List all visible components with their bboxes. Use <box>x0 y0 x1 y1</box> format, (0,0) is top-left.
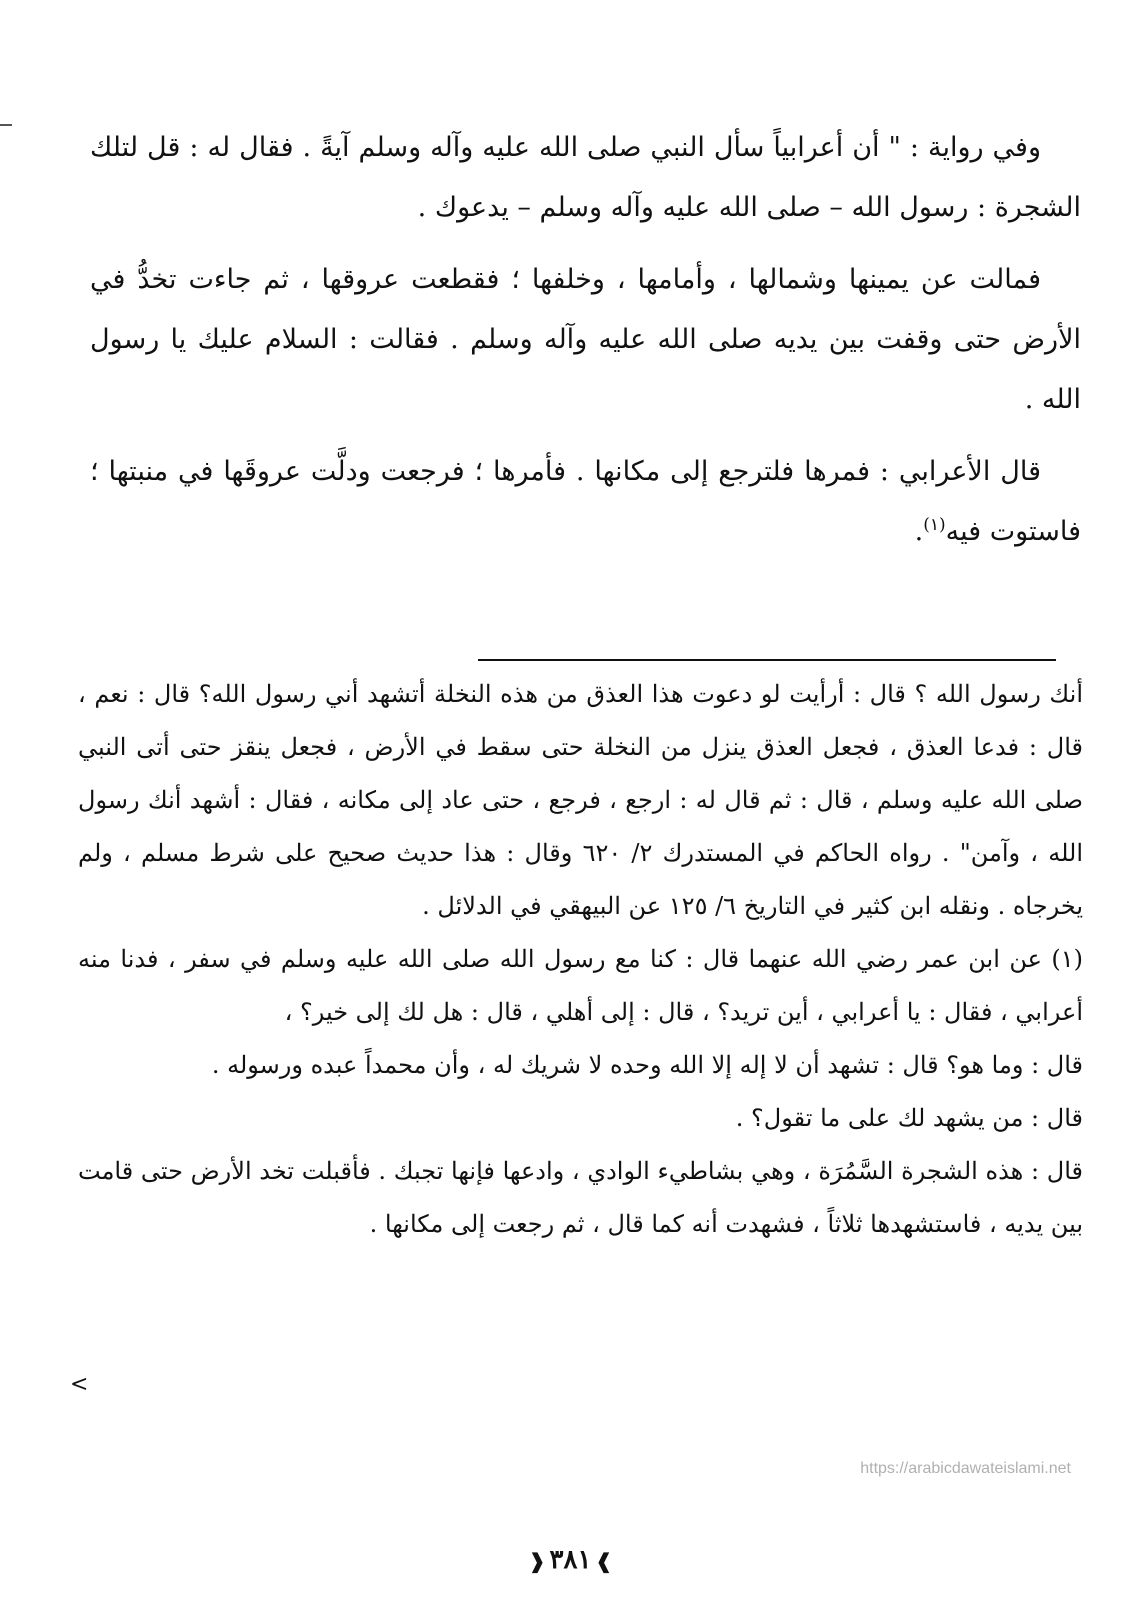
footnote-1-line-3: قال : من يشهد لك على ما تقول؟ . <box>735 1104 1083 1132</box>
footnote-separator <box>478 659 1056 661</box>
footnote-reference: (١) <box>923 515 946 535</box>
paragraph-3-text: قال الأعرابي : فمرها فلترجع إلى مكانها . فأمرها ؛ فرجعت ودلَّت عروقَها في منبتها ؛ فاستوت فيه <box>90 456 1081 547</box>
paragraph-3 <box>90 442 1081 562</box>
footnotes <box>78 668 1083 1251</box>
main-text <box>90 118 1081 574</box>
footnote-1-line-4: قال : هذه الشجرة السَّمُرَة ، وهي بشاطيء الوادي ، وادعها فإنها تجبك . فأقبلت تخد الأرض حتى قامت بين يديه ، فاستشهدها ثلاثاً ، فشهدت أنه كما قال ، ثم رجعت إلى مكانها . <box>78 1157 1083 1238</box>
paragraph-3-end: . <box>914 516 924 547</box>
page-number <box>0 1545 1141 1575</box>
footnote-1: (١) عن ابن عمر رضي الله عنهما قال : كنا مع رسول الله صلى الله عليه وسلم في سفر ، فدنا منه أعرابي ، فقال : يا أعرابي ، أين تريد؟ ، قال : إلى أهلي ، قال : هل لك إلى خير؟ ، <box>78 945 1083 1026</box>
footnote-1-line-2: قال : وما هو؟ قال : تشهد أن لا إله إلا الله وحده لا شريك له ، وأن محمداً عبده ورسوله . <box>211 1051 1083 1079</box>
page-number-ornament-left: ❰ <box>528 1549 546 1573</box>
side-mark: < <box>70 1372 89 1397</box>
page-number-value: ٣٨١ <box>549 1545 592 1575</box>
watermark-url: https://arabicdawateislami.net <box>860 1460 1071 1477</box>
paragraph-1: وفي رواية : " أن أعرابياً سأل النبي صلى الله عليه وآله وسلم آيةً . فقال له : قل لتلك الشجرة : رسول الله – صلى الله عليه وآله وسلم – يدعوك . <box>90 132 1081 223</box>
paragraph-2: فمالت عن يمينها وشمالها ، وأمامها ، وخلفها ؛ فقطعت عروقها ، ثم جاءت تخدُّ في الأرض حتى وقفت بين يديه صلى الله عليه وآله وسلم . فقالت : السلام عليك يا رسول الله . <box>90 264 1081 415</box>
margin-tick <box>0 124 12 126</box>
page-number-ornament-right: ❱ <box>595 1549 613 1573</box>
footnote-continued: أنك رسول الله ؟ قال : أرأيت لو دعوت هذا العذق من هذه النخلة أتشهد أني رسول الله؟ قال : نعم ، قال : فدعا العذق ، فجعل العذق ينزل من النخلة حتى سقط في الأرض ، فجعل ينقز حتى أتى النبي صلى الله عليه وسلم ، قال : ثم قال له : ارجع ، فرجع ، حتى عاد إلى مكانه ، فقال : أشهد أنك رسول الله ، وآمن" . رواه الحاكم في المستدرك ٢/ ٦٢٠ وقال : هذا حديث صحيح على شرط مسلم ، ولم يخرجاه . ونقله ابن كثير في التاريخ ٦/ ١٢٥ عن البيهقي في الدلائل . <box>78 680 1084 920</box>
